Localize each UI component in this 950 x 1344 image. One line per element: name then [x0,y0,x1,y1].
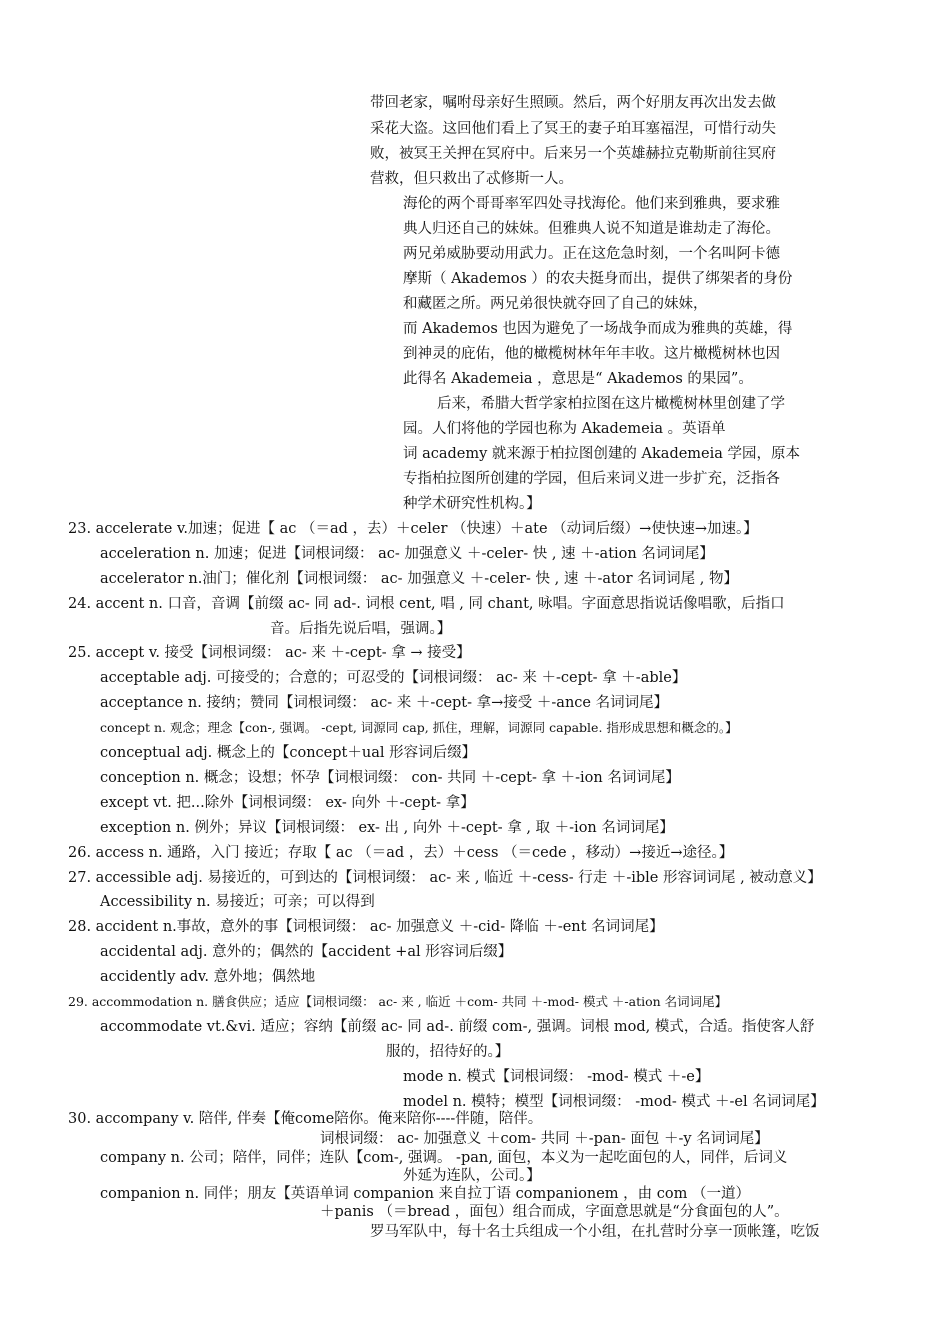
entry-headword: 27. accessible adj. 易接近的，可到达的【词根词缀： ac- 来 , 临近 ＋-cess- 行走 ＋-ible 形容词词尾 , 被动意义】 [68,870,822,886]
text-line: 后来，希腊大哲学家柏拉图在这片橄榄树林里创建了学 [437,396,785,412]
text-line: 专指柏拉图所创建的学园，但后来词义进一步扩充，泛指各 [403,471,780,487]
entry-subword: accidental adj. 意外的；偶然的【accident +al 形容词后缀】 [100,944,513,960]
text-line: 败，被冥王关押在冥府中。后来另一个英雄赫拉克勒斯前往冥府 [370,146,776,162]
text-line: 词根词缀： ac- 加强意义 ＋com- 共同 ＋-pan- 面包 ＋-y 名词词尾】 [320,1131,769,1147]
text-line: ＋panis （＝bread ，面包）组合而成，字面意思就是“分食面包的人”。 [320,1204,789,1220]
text-line: 园。人们将他的学园也称为 Akademeia 。英语单 [403,421,726,437]
text-line: 罗马军队中，每十名士兵组成一个小组，在扎营时分享一顶帐篷，吃饭 [370,1224,820,1240]
text-line: 带回老家，嘱咐母亲好生照顾。然后，两个好朋友再次出发去做 [370,95,776,111]
entry-subword: except vt. 把...除外【词根词缀： ex- 向外 ＋-cept- 拿】 [100,795,475,811]
entry-headword: 23. accelerate v.加速；促进【 ac （＝ad ，去）＋celer （快速）＋ate （动词后缀）→使快速→加速。】 [68,521,758,537]
entry-subword: accommodate vt.&vi. 适应；容纳【前缀 ac- 同 ad-. 前缀 com-, 强调。词根 mod, 模式，合适。指使客人舒 [100,1019,815,1035]
entry-headword: 28. accident n.事故，意外的事【词根词缀： ac- 加强意义 ＋-cid- 降临 ＋-ent 名词词尾】 [68,919,664,935]
entry-subword: acceptable adj. 可接受的；合意的；可忍受的【词根词缀： ac- 来 ＋-cept- 拿 ＋-able】 [100,670,687,686]
entry-subword: conceptual adj. 概念上的【concept＋ual 形容词后缀】 [100,745,477,761]
text-line: 此得名 Akademeia ，意思是“ Akademos 的果园”。 [403,371,753,387]
entry-subword: conception n. 概念；设想；怀孕【词根词缀： con- 共同 ＋-cept- 拿 ＋-ion 名词词尾】 [100,770,680,786]
entry-headword: 26. access n. 通路，入门 接近；存取【 ac （＝ad ，去）＋cess （＝cede ，移动）→接近→途径。】 [68,845,734,861]
entry-subword: exception n. 例外；异议【词根词缀： ex- 出 , 向外 ＋-cept- 拿 , 取 ＋-ion 名词词尾】 [100,820,674,836]
text-line: 海伦的两个哥哥率军四处寻找海伦。他们来到雅典，要求雅 [403,196,780,212]
entry-subword: accelerator n.油门；催化剂【词根词缀： ac- 加强意义 ＋-celer- 快 , 速 ＋-ator 名词词尾 , 物】 [100,571,738,587]
entry-subword: model n. 模特；模型【词根词缀： -mod- 模式 ＋-el 名词词尾】 [403,1094,825,1110]
entry-subword: acceptance n. 接纳；赞同【词根词缀： ac- 来 ＋-cept- 拿→接受 ＋-ance 名词词尾】 [100,695,669,711]
entry-subword: concept n. 观念；理念【con-, 强调。 -cept, 词源同 cap, 抓住，理解，词源同 capable. 指形成思想和概念的。】 [100,720,738,735]
entry-subword: company n. 公司；陪伴，同伴；连队【com-, 强调。 -pan, 面包，本义为一起吃面包的人，同伴，后词义 [100,1150,788,1166]
text-line: 词 academy 就来源于柏拉图创建的 Akademeia 学园，原本 [403,446,801,462]
entry-headword: 29. accommodation n. 膳食供应；适应【词根词缀： ac- 来 , 临近 ＋com- 共同 ＋-mod- 模式 ＋-ation 名词词尾】 [68,994,728,1009]
text-line: 两兄弟威胁要动用武力。正在这危急时刻，一个名叫阿卡德 [403,246,780,262]
text-line: 和藏匿之所。两兄弟很快就夺回了自己的妹妹， [403,296,708,312]
text-line: 而 Akademos 也因为避免了一场战争而成为雅典的英雄，得 [403,321,793,337]
text-line: 到神灵的庇佑，他的橄榄树林年年丰收。这片橄榄树林也因 [403,346,780,362]
text-line: 种学术研究性机构。】 [403,496,541,512]
entry-headword: 24. accent n. 口音，音调【前缀 ac- 同 ad-. 词根 cent, 唱 , 同 chant, 咏唱。字面意思指说话像唱歌，后指口 [68,596,785,612]
entry-subword: companion n. 同伴；朋友【英语单词 companion 来自拉丁语 companionem ，由 com （一道） [100,1186,750,1202]
entry-subword: accidently adv. 意外地；偶然地 [100,969,316,985]
text-line: 服的，招待好的。】 [386,1044,510,1060]
entry-subword: Accessibility n. 易接近；可亲；可以得到 [100,894,375,910]
entry-headword: 30. accompany v. 陪伴, 伴奏【俺come陪你。俺来陪你----伴随，陪伴。 [68,1111,543,1127]
entry-subword: acceleration n. 加速；促进【词根词缀： ac- 加强意义 ＋-celer- 快 , 速 ＋-ation 名词词尾】 [100,546,714,562]
text-line: 典人归还自己的妹妹。但雅典人说不知道是谁劫走了海伦。 [403,221,780,237]
text-line: 营救，但只救出了忒修斯一人。 [370,171,573,187]
entry-headword: 25. accept v. 接受【词根词缀： ac- 来 ＋-cept- 拿 → 接受】 [68,645,471,661]
text-line: 音。后指先说后唱，强调。】 [270,621,452,637]
text-line: 外延为连队，公司。】 [403,1168,541,1184]
text-line: 采花大盗。这回他们看上了冥王的妻子珀耳塞福涅，可惜行动失 [370,121,776,137]
entry-subword: mode n. 模式【词根词缀： -mod- 模式 ＋-e】 [403,1069,710,1085]
text-line: 摩斯（ Akademos ）的农夫挺身而出，提供了绑架者的身份 [403,271,793,287]
